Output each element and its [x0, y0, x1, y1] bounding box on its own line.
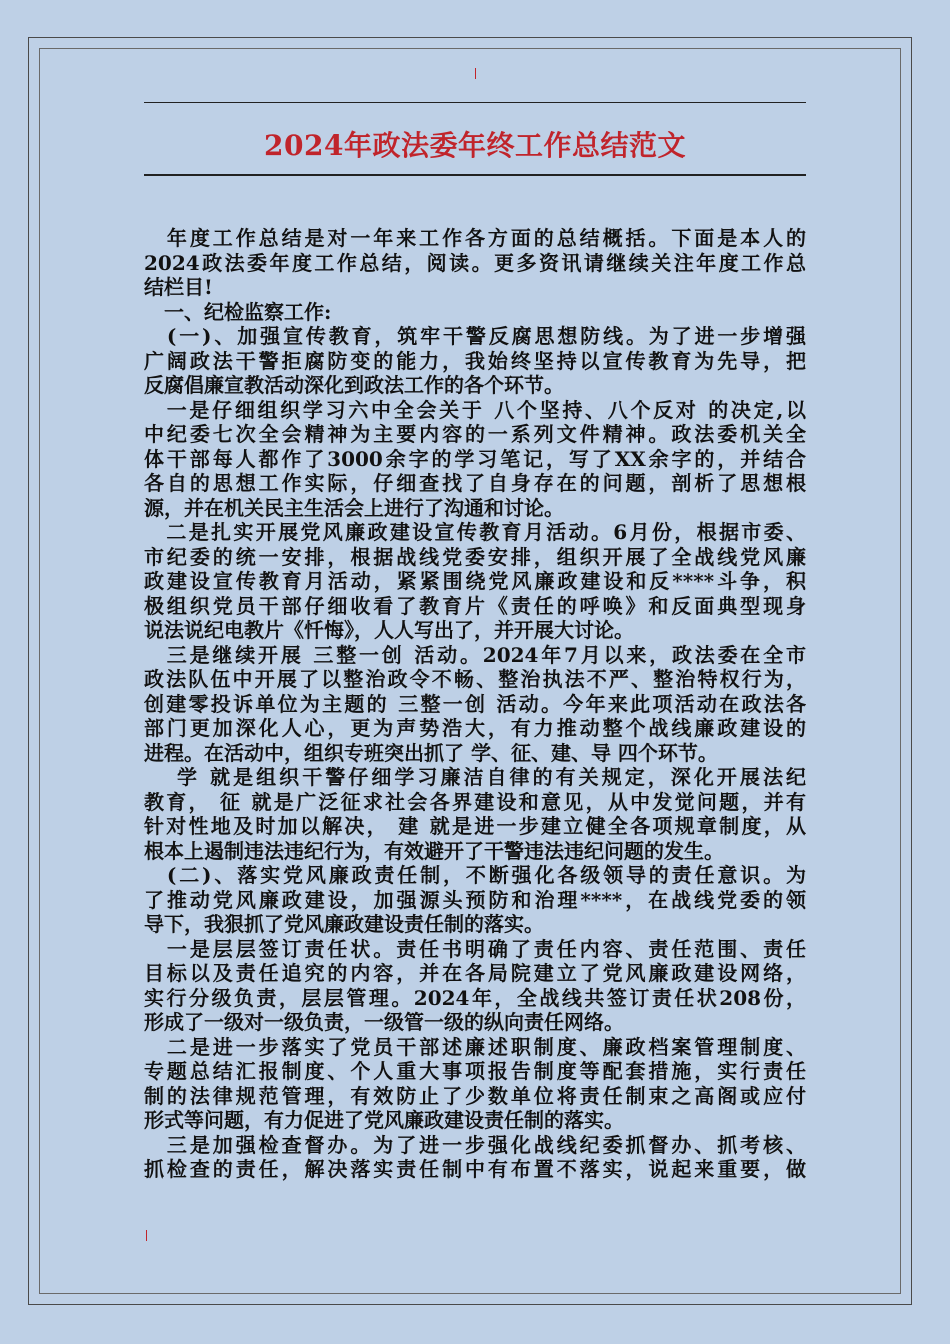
title-underline — [144, 174, 806, 176]
body-line: 二是扎实开展党风廉政建设宣传教育月活动。6月份，根据市委、 — [144, 520, 806, 544]
body-line: 抓检查的责任，解决落实责任制中有布置不落实，说起来重要，做 — [144, 1157, 806, 1181]
body-line: 二是进一步落实了党员干部述廉述职制度、廉政档案管理制度、 — [144, 1034, 806, 1059]
body-line: 2024政法委年度工作总结，阅读。更多资讯请继续关注年度工作总 — [144, 250, 806, 275]
body-line: 目标以及责任追究的内容，并在各局院建立了党风廉政建设网络， — [144, 961, 806, 985]
body-line: 市纪委的统一安排，根据战线党委安排，组织开展了全战线党风廉 — [144, 544, 806, 569]
body-line: 三是加强检查督办。为了进一步强化战线纪委抓督办、抓考核、 — [144, 1132, 806, 1157]
footer-mark — [146, 1230, 147, 1241]
header-rule — [144, 102, 806, 103]
body-line: 导下，我狠抓了党风廉政建设责任制的落实。 — [144, 912, 544, 936]
body-line: 实行分级负责，层层管理。2024年，全战线共签订责任状208份， — [144, 985, 806, 1010]
body-line: 针对性地及时加以解决， 建 就是进一步建立健全各项规章制度，从 — [144, 814, 806, 838]
document-title: 2024年政法委年终工作总结范文 — [264, 129, 686, 162]
body-line: 政法队伍中开展了以整治政令不畅、整治执法不严、整治特权行为， — [144, 667, 806, 691]
body-line: 形成了一级对一级负责，一级管一级的纵向责任网络。 — [144, 1010, 624, 1034]
header-mark — [475, 68, 476, 79]
body-line: 体干部每人都作了3000余字的学习笔记，写了XX余字的，并结合 — [144, 446, 806, 471]
body-line: 源，并在机关民主生活会上进行了沟通和讨论。 — [144, 495, 564, 520]
body-line: 三是继续开展 三整一创 活动。2024年7月以来，政法委在全市 — [144, 642, 806, 667]
body-line: (二)、落实党风廉政责任制，不断强化各级领导的责任意识。为 — [144, 863, 806, 887]
body-line: 反腐倡廉宣教活动深化到政法工作的各个环节。 — [144, 373, 564, 397]
body-line: 学 就是组织干警仔细学习廉洁自律的有关规定，深化开展法纪 — [144, 765, 806, 789]
body-line: 中纪委七次全会精神为主要内容的一系列文件精神。政法委机关全 — [144, 422, 806, 446]
body-line: 教育， 征 就是广泛征求社会各界建设和意见，从中发觉问题，并有 — [144, 789, 806, 814]
body-line: 各自的思想工作实际，仔细查找了自身存在的问题，剖析了思想根 — [144, 471, 806, 495]
body-line: 了推动党风廉政建设，加强源头预防和治理****，在战线党委的领 — [144, 887, 806, 912]
document-body — [144, 226, 806, 1182]
body-line: 制的法律规范管理，有效防止了少数单位将责任制束之高阁或应付 — [144, 1083, 806, 1108]
body-line: 说法说纪电教片《忏悔》，人人写出了，并开展大讨论。 — [144, 618, 634, 642]
body-line: 根本上遏制违法违纪行为，有效避开了干警违法违纪问题的发生。 — [144, 838, 724, 863]
body-line: 专题总结汇报制度、个人重大事项报告制度等配套措施，实行责任 — [144, 1059, 806, 1083]
body-line: 一、纪检监察工作: — [144, 299, 332, 324]
body-line: 创建零投诉单位为主题的 三整一创 活动。今年来此项活动在政法各 — [144, 691, 806, 716]
body-line: 政建设宣传教育月活动，紧紧围绕党风廉政建设和反****斗争，积 — [144, 569, 806, 593]
body-line: 形式等问题，有力促进了党风廉政建设责任制的落实。 — [144, 1108, 624, 1132]
body-line: 一是层层签订责任状。责任书明确了责任内容、责任范围、责任 — [144, 936, 806, 961]
body-line: 部门更加深化人心，更为声势浩大，有力推动整个战线廉政建设的 — [144, 716, 806, 740]
body-line: (一)、加强宣传教育，筑牢干警反腐思想防线。为了进一步增强 — [144, 324, 806, 348]
body-line: 年度工作总结是对一年来工作各方面的总结概括。下面是本人的 — [144, 226, 806, 250]
body-line: 一是仔细组织学习六中全会关于 八个坚持、八个反对 的决定,以 — [144, 397, 806, 422]
body-line: 广阔政法干警拒腐防变的能力，我始终坚持以宣传教育为先导，把 — [144, 348, 806, 373]
body-line: 进程。在活动中，组织专班突出抓了 学、征、建、导 四个环节。 — [144, 740, 718, 765]
body-line: 极组织党员干部仔细收看了教育片《责任的呼唤》和反面典型现身 — [144, 593, 806, 618]
body-line: 结栏目! — [144, 275, 213, 299]
